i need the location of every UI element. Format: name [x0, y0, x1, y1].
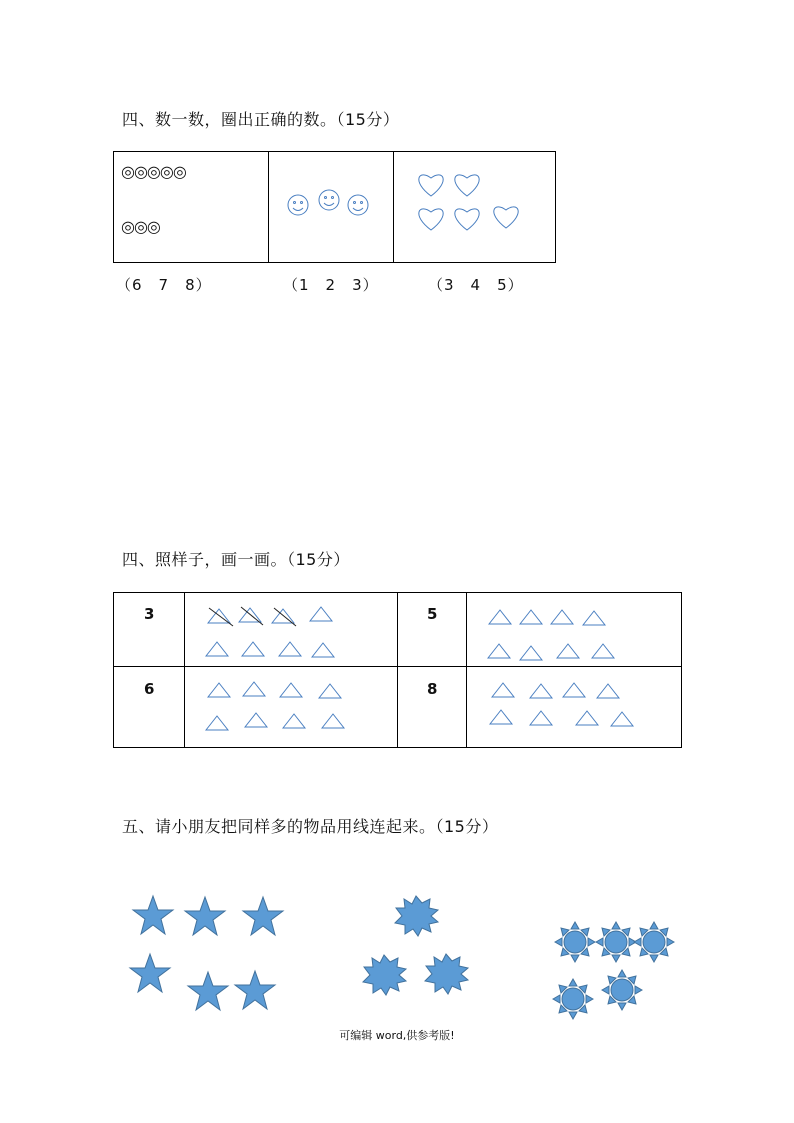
choices-circles: （6 7 8） — [116, 276, 212, 294]
number-cell-8: 8 — [427, 680, 438, 698]
explosion-icon — [425, 954, 468, 994]
number-cell-5: 5 — [427, 605, 438, 623]
choices-hearts: （3 4 5） — [428, 276, 524, 294]
star-icon — [133, 896, 173, 934]
star-icon — [188, 972, 228, 1010]
star-icon — [185, 897, 225, 935]
sun-icon — [555, 922, 595, 962]
explosion-icon — [395, 896, 438, 936]
section3-heading: 五、请小朋友把同样多的物品用线连起来。（15分） — [122, 817, 499, 836]
section1-heading: 四、数一数，圈出正确的数。（15分） — [122, 110, 400, 129]
choices-smileys: （1 2 3） — [283, 276, 379, 294]
circle-row-bottom: ◎◎◎ — [121, 217, 160, 236]
star-icon — [130, 954, 170, 992]
star-icon — [243, 897, 283, 935]
circle-row-top: ◎◎◎◎◎ — [121, 162, 186, 181]
sun-icon — [634, 922, 674, 962]
sun-icon — [553, 979, 593, 1019]
number-cell-3: 3 — [144, 605, 155, 623]
sun-icon — [596, 922, 636, 962]
star-icon — [235, 971, 275, 1009]
explosion-icon — [363, 955, 406, 995]
footer-note: 可编辑 word,供参考版! — [339, 1029, 455, 1042]
number-cell-6: 6 — [144, 680, 155, 698]
section2-heading: 四、照样子，画一画。（15分） — [122, 550, 350, 569]
sun-icon — [602, 970, 642, 1010]
